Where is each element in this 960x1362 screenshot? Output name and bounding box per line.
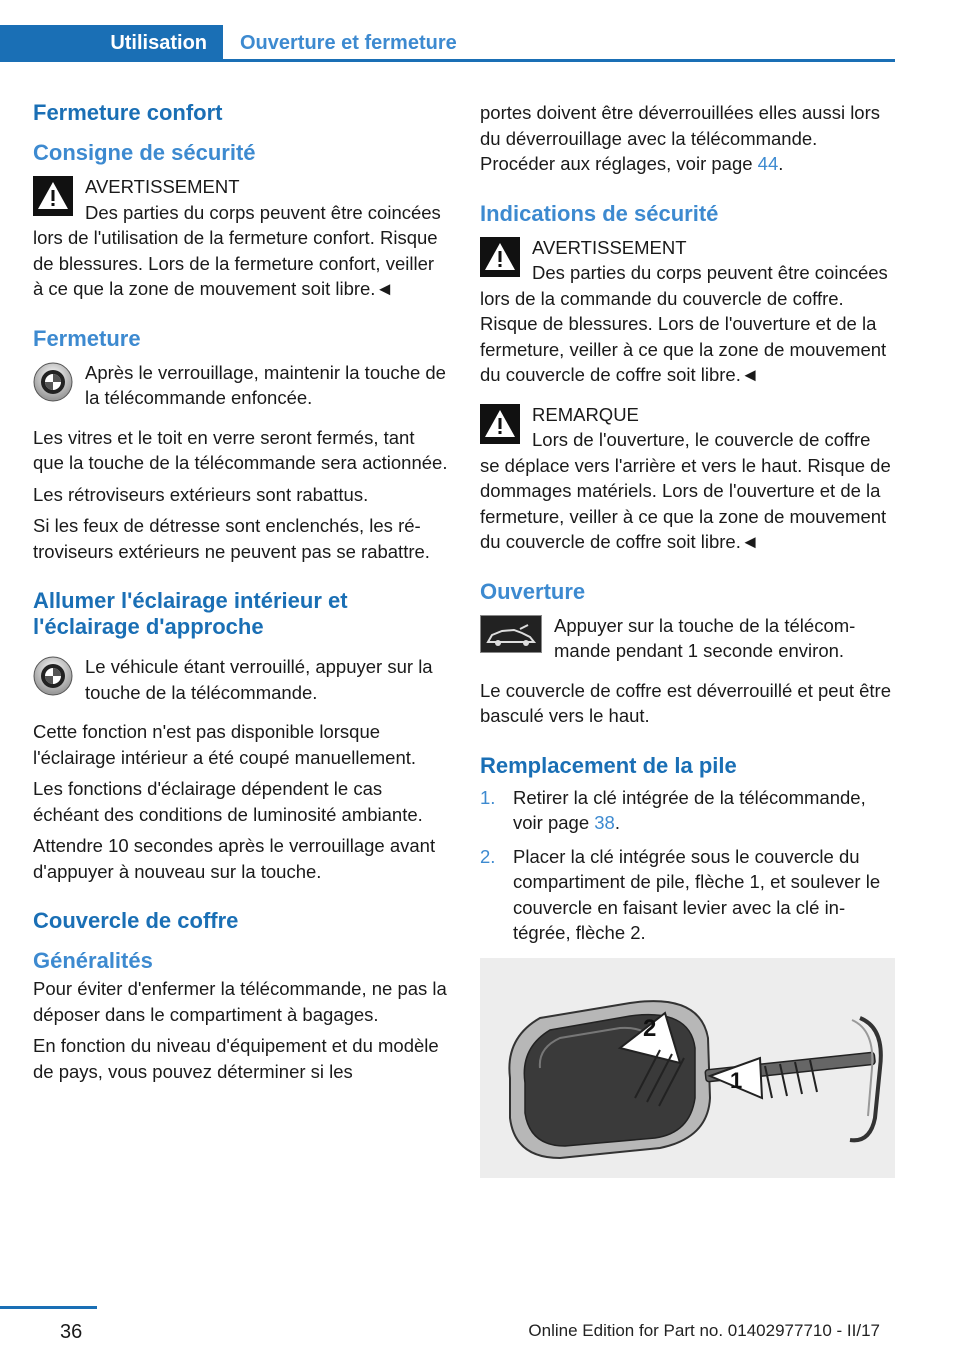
warning-title: AVERTISSEMENT [532, 236, 687, 258]
list-item [480, 844, 895, 946]
heading-ouverture: Ouverture [480, 578, 586, 604]
remarque-title: REMARQUE [532, 403, 639, 425]
tab-underline [223, 59, 895, 62]
bmw-key-icon [33, 656, 73, 696]
heading-allumer-eclairage: Allumer l'éclairage intérieur et l'éclairage d'approche [33, 588, 348, 639]
bmw-key-icon [33, 362, 73, 402]
paragraph-niveau: En fonction du niveau d'équipement et du modèle de pays, vous pouvez déterminer si les [33, 1035, 439, 1082]
warning-triangle-icon [480, 237, 520, 277]
paragraph-portes-text: portes doivent être déverrouillées elles aussi lors du déverrouillage avec la télécommande. Procéder aux réglages, voir page [480, 102, 881, 174]
warning-block-1 [33, 174, 448, 308]
fermeture-text: Après le verrouillage, maintenir la touche de la télécommande enfoncée. [85, 361, 446, 408]
heading-couvercle-coffre: Couvercle de coffre [33, 908, 239, 933]
warning-title: AVERTISSEMENT [85, 176, 240, 197]
left-column [33, 100, 448, 1090]
paragraph-attendre: Attendre 10 secondes après le verrouillage avant d'appuyer à nouveau sur la touche. [33, 835, 436, 882]
paragraph-portes-end: . [778, 153, 784, 174]
fermeture-block [33, 360, 448, 417]
list-number: 1. [480, 786, 496, 808]
ouverture-block [480, 613, 895, 670]
trunk-button-icon [480, 615, 542, 653]
allumer-block [33, 654, 448, 711]
heading-fermeture-confort: Fermeture confort [33, 100, 223, 125]
remarque-block [480, 402, 895, 561]
list-text-end: . [614, 812, 620, 833]
paragraph-retroviseurs: Les rétroviseurs extérieurs sont rabattus. [33, 483, 369, 505]
heading-consigne-securite: Consigne de sécurité [33, 140, 256, 165]
heading-indications-securite: Indications de sécurité [480, 200, 719, 226]
arrow-label-1: 1 [730, 1067, 743, 1093]
list-text: Placer la clé intégrée sous le couvercle du compartiment de pile, flèche 1, et soulever le couvercle en faisant levier avec la clé intégrée, flèche 2. [513, 845, 881, 943]
tab-utilisation[interactable]: Utilisation [0, 25, 223, 62]
right-column [480, 100, 895, 1178]
warning-text: Des parties du corps peuvent être coincées lors de la commande du couvercle de coffre. Risque de blessures. Lors de l'ouverture et de la fermeture, veiller à ce que la zone de mouvement du couvercle de coffre soit libre.◄ [480, 262, 888, 385]
heading-remplacement-pile: Remplacement de la pile [480, 752, 737, 778]
tab-ouverture-fermeture[interactable]: Ouverture et fermeture [240, 32, 457, 54]
warning-triangle-icon [480, 404, 520, 444]
steps-list [480, 785, 895, 946]
list-number: 2. [480, 845, 496, 867]
paragraph-portes [480, 100, 895, 177]
warning-block-2 [480, 235, 895, 394]
battery-replacement-illustration [480, 958, 895, 1178]
warning-triangle-icon [33, 176, 73, 216]
ouverture-text: Appuyer sur la touche de la télécommande pendant 1 seconde environ. [554, 614, 856, 661]
allumer-text: Le véhicule étant verrouillé, appuyer sur la touche de la télécommande. [85, 656, 433, 703]
heading-generalites: Généralités [33, 948, 153, 973]
paragraph-couvercle-deverrouille: Le couvercle de coffre est déverrouillé et peut être basculé vers le haut. [480, 679, 892, 726]
heading-fermeture: Fermeture [33, 325, 141, 351]
page-link-38[interactable]: 38 [594, 812, 615, 833]
paragraph-feux-detresse: Si les feux de détresse sont enclenchés, les rétroviseurs extérieurs ne peuvent pas se rabattre. [33, 515, 430, 562]
edition-text: Online Edition for Part no. 01402977710 - II/17 [528, 1321, 880, 1340]
key-fob-drawing [480, 958, 895, 1178]
paragraph-fonctions-eclairage: Les fonctions d'éclairage dépendent le cas échéant des conditions de luminosité ambiante. [33, 778, 423, 825]
footer-rule [0, 1306, 97, 1309]
list-item [480, 785, 895, 836]
page-link-44[interactable]: 44 [757, 153, 779, 174]
list-text: Retirer la clé intégrée de la télécommande, voir page [513, 786, 866, 833]
paragraph-fonction: Cette fonction n'est pas disponible lorsque l'éclairage intérieur a été coupé manuellement. [33, 721, 417, 768]
paragraph-vitres: Les vitres et le toit en verre seront fermés, tant que la touche de la télécommande sera actionnée. [33, 426, 448, 473]
arrow-label-2: 2 [643, 1014, 657, 1042]
header-tab-bar [0, 25, 895, 62]
remarque-text: Lors de l'ouverture, le couvercle de coffre se déplace vers l'arrière et vers le haut. Risque de dommages matériels. Lors de l'ouverture et de la fermeture, veiller à ce que la zone de mouvement du couvercle de coffre soit libre.◄ [480, 429, 891, 552]
page-number: 36 [60, 1321, 83, 1343]
paragraph-eviter: Pour éviter d'enfermer la télécommande, ne pas la déposer dans le compartiment à bagages. [33, 978, 447, 1025]
warning-text: Des parties du corps peuvent être coincées lors de l'utilisation de la fermeture confort. Risque de blessures. Lors de la fermeture confort, veiller à ce que la zone de mouvement soit libre.◄ [33, 201, 441, 299]
